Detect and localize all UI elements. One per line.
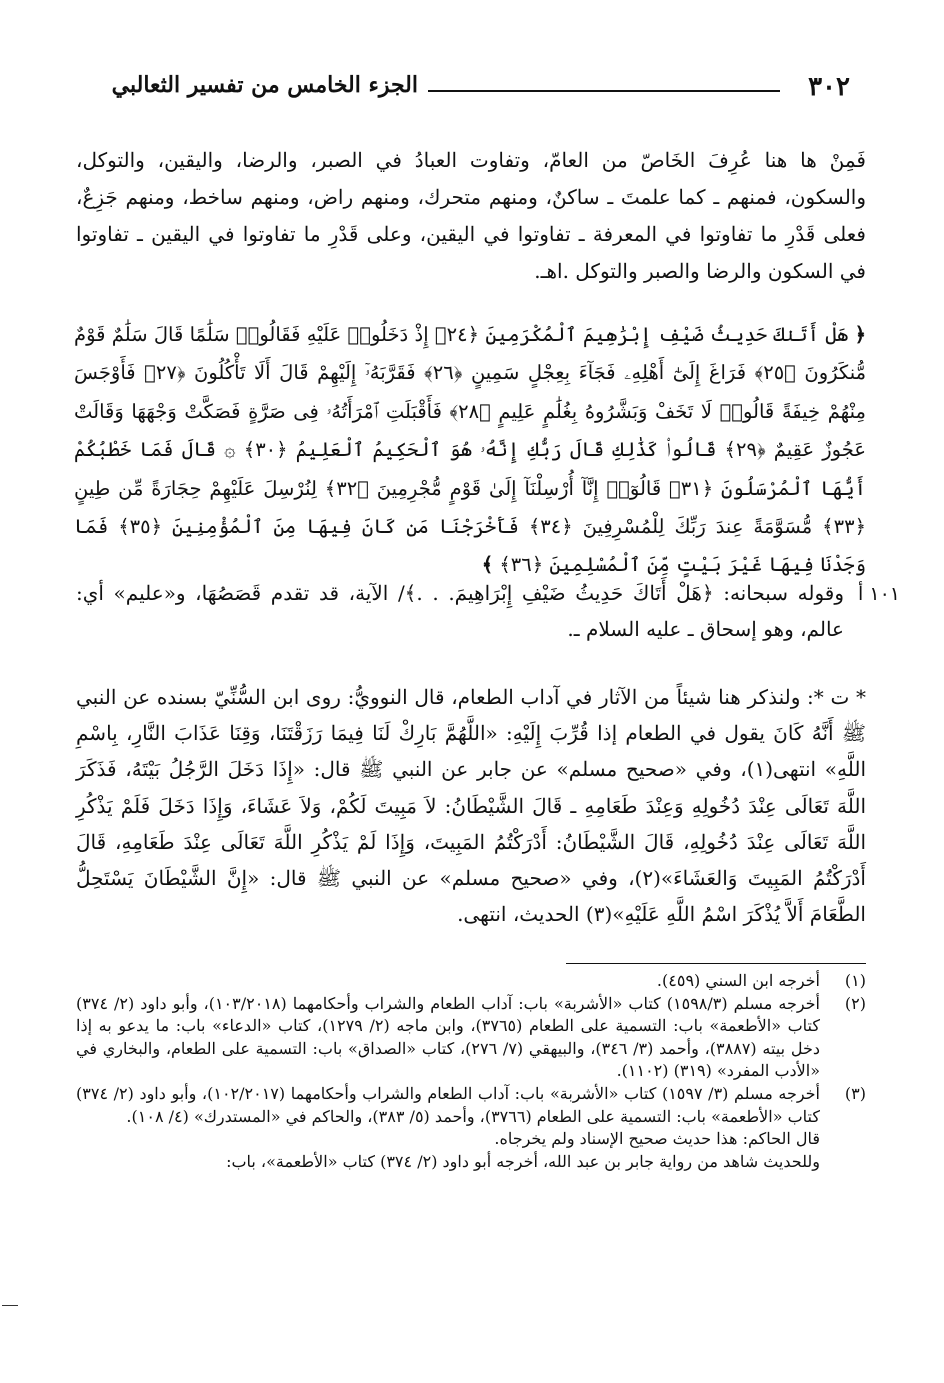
quran-close-bracket: ﴾	[481, 553, 494, 577]
footnote-number: (٢)	[844, 993, 866, 1013]
footnote-item	[76, 970, 866, 993]
footnote-separator	[566, 963, 866, 964]
quran-verses	[74, 316, 866, 585]
scan-edge-mark	[2, 1305, 18, 1306]
footnote-item	[76, 1151, 866, 1174]
footnote-number: (٣)	[844, 1083, 866, 1103]
paragraph-2: وقوله سبحانه: ﴿هَلْ أَتَاكَ حَدِيثُ ضَيْفِ إِبْرَاهِيمَ. . .﴾/ الآية، قد تقدم قَصَصُهَا، و«عليم» أي: عالم، وهو إسحاق ـ عليه السلام ـ.	[76, 581, 844, 641]
running-title: الجزء الخامس من تفسير الثعالبي	[111, 72, 418, 98]
footnote-text: قال الحاكم: هذا حديث صحيح الإسناد ولم يخرجاه.	[494, 1129, 820, 1149]
footnote-item	[76, 993, 866, 1083]
quran-text: هَلْ أَتَنٰكَ حَدِيثُ ضَيْفِ إِبْرَٰهِيمَ ٱلْمُكْرَمِينَ ﴿٢٤﴾ إِذْ دَخَلُوا۟ عَلَيْهِ فَقَالُوا۟ سَلَٰمًا قَالَ سَلَٰمٌ قَوْمٌ مُّنكَرُونَ ﴿٢٥﴾ فَرَاغَ إِلَىٰٓ أَهْلِهِۦ فَجَآءَ بِعِجْلٍ سَمِينٍ ﴿٢٦﴾ فَقَرَّبَهُۥٓ إِلَيْهِمْ قَالَ أَلَا تَأْكُلُونَ ﴿٢٧﴾ فَأَوْجَسَ مِنْهُمْ خِيفَةً قَالُوا۟ لَا تَخَفْ وَبَشَّرُوهُ بِغُلَٰمٍ عَلِيمٍ ﴿٢٨﴾ فَأَقْبَلَتِ ٱمْرَأَتُهُۥ فِى صَرَّةٍ فَصَكَّتْ وَجْهَهَا وَقَالَتْ عَجُوزٌ عَقِيمٌ ﴿٢٩﴾ قَالُوا۟ كَذَٰلِكِ قَالَ رَبُّكِ إِنَّهُۥ هُوَ ٱلْحَكِيمُ ٱلْعَلِيمُ ﴿٣٠﴾ ۞ قَالَ فَمَا خَطْبُكُمْ أَيُّهَا ٱلْمُرْسَلُونَ ﴿٣١﴾ قَالُوٓا۟ إِنَّآ أُرْسِلْنَآ إِلَىٰ قَوْمٍ مُّجْرِمِينَ ﴿٣٢﴾ لِنُرْسِلَ عَلَيْهِمْ حِجَارَةً مِّن طِينٍ ﴿٣٣﴾ مُّسَوَّمَةً عِندَ رَبِّكَ لِلْمُسْرِفِينَ ﴿٣٤﴾ فَأَخْرَجْنَا مَن كَانَ فِيهَا مِنَ ٱلْمُؤْمِنِينَ ﴿٣٥﴾ فَمَا وَجَدْنَا فِيهَا غَيْرَ بَيْتٍ مِّنَ ٱلْمُسْلِمِينَ ﴿٣٦﴾	[74, 323, 867, 577]
paragraph-1: فَمِنْ ها هنا عُرِفَ الخَاصّ من العامّ، وتفاوت العبادُ في الصبر، والرضا، واليقين، والتوكل، والسكون، فمنهم ـ كما علمتَ ـ ساكنٌ، ومنهم متحرك، ومنهم راض، ومنهم ساخط، ومنهم جَزِعٌ، فعلى قَدْرِ ما تفاوتوا في المعرفة ـ تفاوتوا في اليقين، وعلى قَدْرِ ما تفاوتوا في اليقين ـ تفاوتوا في السكون والرضا والصبر والتوكل .اهـ.	[76, 148, 866, 283]
footnotes	[76, 970, 866, 1173]
footnote-text: أخرجه ابن السني (٤٥٩).	[656, 971, 820, 990]
paragraph-3: * ت *: ولنذكر هنا شيئاً من الآثار في آداب الطعام، قال النوويُّ: روى ابن السُّنِّيّ بسنده عن النبي ﷺ أَنَّهُ كَانَ يقول في الطعام إذا قُرِّبَ إِلَيْهِ: «اللَّهُمَّ بَارِكْ لَنَا فِيمَا رَزَقْتَنَا، وَقِنَا عَذَابَ النَّارِ، بِاسْمِ اللَّهِ» انتهى(١)، وفي «صحيح مسلم» عن جابر عن النبي ﷺ قال: «إِذَا دَخَلَ الرَّجُلُ بَيْتَهُ، فَذَكَرَ اللَّهَ تَعَالَى عِنْدَ دُخُولِهِ وَعِنْدَ طَعَامِهِ ـ قَالَ الشَّيْطَانُ: لاَ مَبِيتَ لَكُمْ، وَلاَ عَشَاءَ، وَإِذَا دَخَلَ فَلَمْ يَذْكُرِ اللَّهَ تَعَالَى عِنْدَ دُخُولِهِ، قَالَ الشَّيْطَانُ: أَدْرَكْتُمُ المَبِيتَ، وَإِذَا لَمْ يَذْكُرِ اللَّهَ تَعَالَى عِنْدَ طَعَامِهِ، قَالَ أَدْرَكْتُمُ المَبِيتَ وَالعَشَاءَ»(٢)، وفي «صحيح مسلم» عن النبي ﷺ قال: «إِنَّ الشَّيْطَانَ يَسْتَحِلُّ الطَّعَامَ أَلاَّ يُذْكَرَ اسْمُ اللَّهِ عَلَيْهِ»(٣) الحديث، انتهى.	[76, 685, 867, 927]
page-header	[60, 72, 850, 112]
footnote-text: وللحديث شاهد من رواية جابر بن عبد الله، أخرجه أبو داود (٢/ ٣٧٤) كتاب «الأطعمة»، باب:	[226, 1151, 820, 1171]
quran-open-bracket: ﴿	[854, 323, 867, 346]
header-rule	[428, 90, 780, 92]
footnote-text: أخرجه مسلم (١٥٩٨/٣) كتاب «الأشربة» باب: آداب الطعام والشراب وأحكامهما (١٠٣/٢٠١٨)، وأبو داود (٢/ ٣٧٤) كتاب «الأطعمة» باب: التسمية على الطعام (٣٧٦٥)، وابن ماجه (٢/ ١٢٧٩)، كتاب «الدعاء» باب: ما يدعو به إذا دخل بيته (٣٨٨٧)، وأحمد (٣/ ٣٤٦)، والبيهقي (٧/ ٢٧٦)، كتاب «الصداق» باب: التسمية على الطعام، والبخاري في «الأدب المفرد» (٣١٩) (١١٠٢).	[76, 993, 821, 1081]
marginal-page-reference: ١٠١ أ	[858, 583, 900, 605]
footnote-item	[76, 1128, 866, 1151]
footnote-text: أخرجه مسلم (٣/ ١٥٩٧) كتاب «الأشربة» باب: آداب الطعام والشراب وأحكامهما (١٠٢/٢٠١٧)، وأبو داود (٢/ ٣٧٤) كتاب «الأطعمة» باب: التسمية على الطعام (٣٧٦٦)، وأحمد (٥/ ٣٨٣)، والحاكم في «المستدرك» (٤/ ١٠٨).	[76, 1083, 820, 1126]
footnote-number: (١)	[844, 971, 866, 990]
footnote-item	[76, 1083, 866, 1128]
page-number: ٣٠٢	[808, 72, 850, 102]
